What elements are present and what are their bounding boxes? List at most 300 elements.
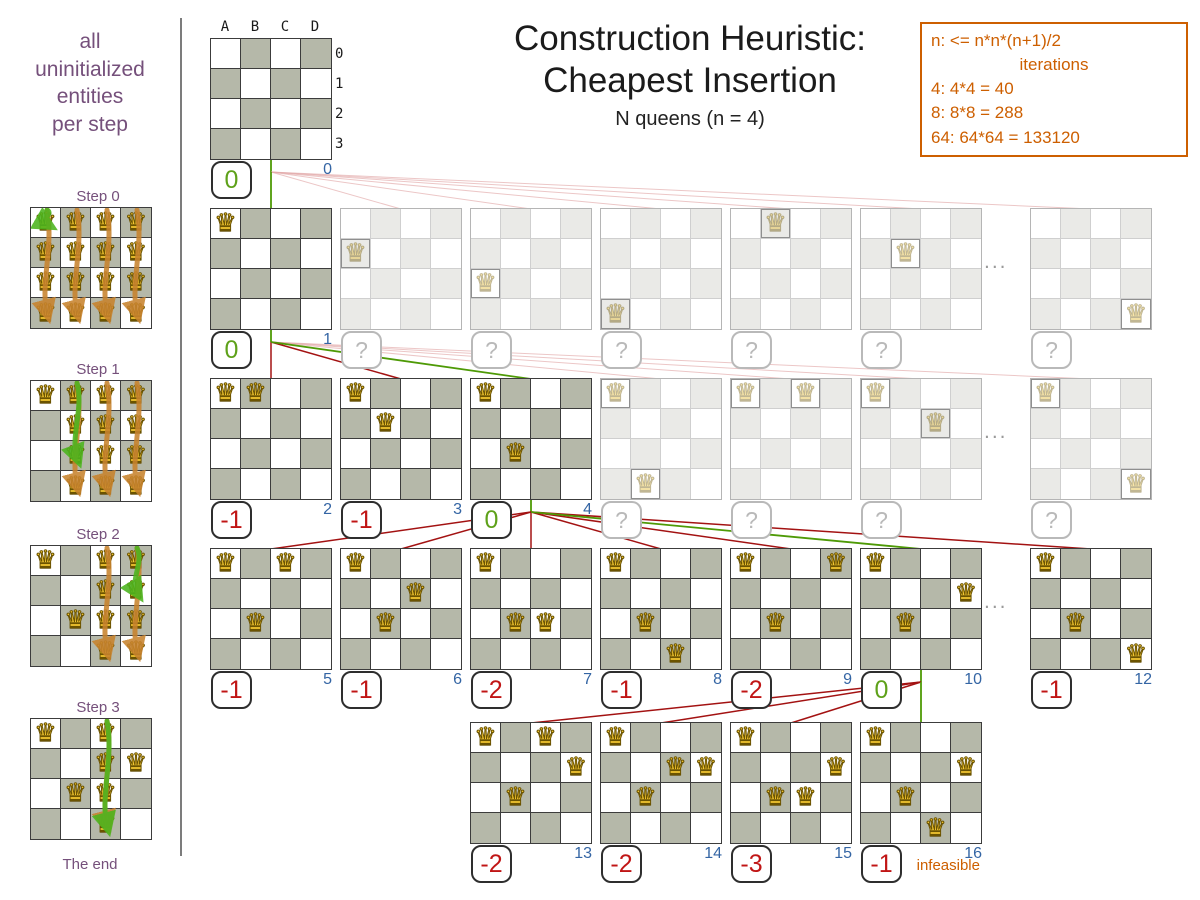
board-cell <box>241 209 271 239</box>
board-cell <box>1031 579 1061 609</box>
board-cell <box>631 409 661 439</box>
board-cell <box>1091 269 1121 299</box>
queen-icon: ♛ <box>94 576 117 604</box>
queen-icon: ♛ <box>34 208 57 236</box>
board-cell <box>501 239 531 269</box>
board-cell <box>271 379 301 409</box>
board-cell <box>631 639 661 669</box>
board-cell <box>531 549 561 579</box>
score-badge-14: -2 <box>601 845 642 883</box>
sidebar-note-line: entities <box>56 85 124 109</box>
queen-icon: ♛ <box>794 379 817 407</box>
board-cell <box>761 753 791 783</box>
board-cell <box>531 579 561 609</box>
board-cell <box>371 269 401 299</box>
board-cell <box>531 723 561 753</box>
board-cell <box>1061 439 1091 469</box>
queen-icon: ♛ <box>94 749 117 777</box>
queen-icon: ♛ <box>504 783 527 811</box>
board-cell <box>1121 439 1151 469</box>
queen-icon: ♛ <box>1034 379 1057 407</box>
board-cell <box>1091 409 1121 439</box>
board-cell <box>691 579 721 609</box>
board-iteration-r1b3 <box>600 208 722 330</box>
queen-icon: ♛ <box>564 753 588 781</box>
queen-icon: ♛ <box>634 469 657 498</box>
score-badge-r1b1: ? <box>341 331 382 369</box>
ellipsis: ... <box>984 420 1008 443</box>
board-cell <box>731 549 761 579</box>
iteration-number: 7 <box>583 671 592 688</box>
board-cell <box>1031 439 1061 469</box>
board-cell <box>731 813 761 843</box>
board-cell <box>601 609 631 639</box>
info-formula: n: <= n*n*(n+1)/2 <box>931 31 1061 50</box>
board-cell <box>501 299 531 329</box>
board-cell <box>1121 379 1151 409</box>
board-cell <box>601 783 631 813</box>
queen-icon: ♛ <box>954 579 978 607</box>
board-cell <box>821 269 851 299</box>
board-cell <box>821 609 851 639</box>
queen-icon: ♛ <box>124 298 148 327</box>
board-cell <box>921 813 951 843</box>
board-cell <box>431 209 461 239</box>
board-cell <box>561 439 591 469</box>
board-cell <box>561 579 591 609</box>
queen-icon: ♛ <box>894 783 917 811</box>
board-cell <box>211 239 241 269</box>
info-n4: 4: 4*4 = 40 <box>931 79 1014 99</box>
iteration-number: 4 <box>583 501 592 518</box>
candidate-move-arrow <box>105 548 109 650</box>
column-label-c: C <box>280 19 290 35</box>
board-cell <box>211 299 241 329</box>
board-cell <box>921 723 951 753</box>
queen-icon: ♛ <box>504 439 527 467</box>
queen-icon: ♛ <box>124 546 148 574</box>
board-cell <box>241 239 271 269</box>
queen-icon: ♛ <box>94 779 117 807</box>
board-cell <box>471 269 501 299</box>
board-cell <box>471 239 501 269</box>
board-cell <box>401 269 431 299</box>
board-cell <box>691 813 721 843</box>
board-cell <box>471 783 501 813</box>
board-cell <box>921 783 951 813</box>
board-cell <box>951 209 981 239</box>
selected-move-arrow <box>105 721 109 825</box>
board-cell <box>271 239 301 269</box>
board-cell <box>211 469 241 499</box>
board-cell <box>501 469 531 499</box>
board-cell <box>691 299 721 329</box>
board-cell <box>531 469 561 499</box>
board-cell <box>471 813 501 843</box>
step-label-0: Step 0 <box>76 188 120 205</box>
queen-icon: ♛ <box>894 239 917 267</box>
board-cell <box>761 379 791 409</box>
board-cell <box>951 269 981 299</box>
board-cell <box>431 579 461 609</box>
board-cell <box>531 299 561 329</box>
score-badge-root: 0 <box>211 161 252 199</box>
board-cell <box>661 469 691 499</box>
board-cell <box>401 639 431 669</box>
board-cell <box>211 39 241 69</box>
board-cell <box>1091 439 1121 469</box>
board-cell <box>371 469 401 499</box>
board-cell <box>271 129 301 159</box>
board-cell <box>501 753 531 783</box>
board-cell <box>531 609 561 639</box>
queen-icon: ♛ <box>94 298 117 327</box>
board-cell <box>561 549 591 579</box>
score-badge-r1b5: ? <box>861 331 902 369</box>
board-cell <box>1031 639 1061 669</box>
board-cell <box>821 409 851 439</box>
board-cell <box>211 439 241 469</box>
board-cell <box>731 239 761 269</box>
row-label-2: 2 <box>335 106 344 122</box>
board-cell <box>891 299 921 329</box>
queen-icon: ♛ <box>734 723 757 751</box>
board-cell <box>821 813 851 843</box>
board-cell <box>341 379 371 409</box>
board-cell <box>341 609 371 639</box>
queen-icon: ♛ <box>94 411 117 439</box>
board-cell <box>791 783 821 813</box>
board-cell <box>241 69 271 99</box>
queen-icon: ♛ <box>124 411 148 439</box>
board-cell <box>401 549 431 579</box>
board-cell <box>691 783 721 813</box>
board-cell <box>1091 299 1121 329</box>
board-cell <box>891 439 921 469</box>
board-cell <box>731 299 761 329</box>
score-badge-r1b2: ? <box>471 331 512 369</box>
score-badge-10: 0 <box>861 671 902 709</box>
board-cell <box>401 579 431 609</box>
board-cell <box>791 469 821 499</box>
board-cell <box>531 409 561 439</box>
score-badge-3: -1 <box>341 501 382 539</box>
board-cell <box>371 579 401 609</box>
board-cell <box>821 639 851 669</box>
board-cell <box>921 409 951 439</box>
board-cell <box>241 379 271 409</box>
board-cell <box>271 409 301 439</box>
board-cell <box>791 379 821 409</box>
board-cell <box>661 579 691 609</box>
board-cell <box>951 409 981 439</box>
board-cell <box>631 813 661 843</box>
board-iteration-r1b5 <box>860 208 982 330</box>
board-cell <box>861 269 891 299</box>
board-cell <box>891 549 921 579</box>
board-cell <box>631 439 661 469</box>
queen-icon: ♛ <box>94 606 117 634</box>
queen-icon: ♛ <box>124 381 148 409</box>
queen-icon: ♛ <box>34 238 57 266</box>
board-cell <box>301 129 331 159</box>
board-cell <box>731 723 761 753</box>
board-cell <box>1031 299 1061 329</box>
board-cell <box>791 299 821 329</box>
board-cell <box>1091 379 1121 409</box>
board-iteration-8 <box>600 548 722 670</box>
board-cell <box>1121 639 1151 669</box>
board-cell <box>601 409 631 439</box>
board-cell <box>691 439 721 469</box>
board-cell <box>471 753 501 783</box>
board-cell <box>821 783 851 813</box>
board-cell <box>241 639 271 669</box>
board-cell <box>691 209 721 239</box>
board-cell <box>691 639 721 669</box>
board-cell <box>601 639 631 669</box>
score-badge-7: -2 <box>471 671 512 709</box>
board-cell <box>501 409 531 439</box>
queen-icon: ♛ <box>34 298 57 327</box>
board-cell <box>471 379 501 409</box>
board-cell <box>561 239 591 269</box>
board-cell <box>1061 379 1091 409</box>
board-cell <box>661 813 691 843</box>
board-cell <box>471 409 501 439</box>
board-cell <box>371 609 401 639</box>
queen-icon: ♛ <box>504 609 527 637</box>
board-cell <box>271 549 301 579</box>
queen-icon: ♛ <box>244 609 267 637</box>
step-arrows <box>31 381 153 503</box>
board-cell <box>471 609 501 639</box>
queen-icon: ♛ <box>94 268 117 296</box>
board-cell <box>241 409 271 439</box>
board-cell <box>691 753 721 783</box>
board-cell <box>761 439 791 469</box>
board-cell <box>731 753 761 783</box>
queen-icon: ♛ <box>94 471 117 500</box>
score-badge-5: -1 <box>211 671 252 709</box>
board-cell <box>301 469 331 499</box>
board-cell <box>561 639 591 669</box>
board-cell <box>791 239 821 269</box>
queen-icon: ♛ <box>344 239 367 267</box>
queen-icon: ♛ <box>124 606 148 634</box>
queen-icon: ♛ <box>34 719 57 747</box>
queen-icon: ♛ <box>214 549 237 577</box>
board-cell <box>211 549 241 579</box>
board-cell <box>661 549 691 579</box>
queen-icon: ♛ <box>34 268 57 296</box>
queen-icon: ♛ <box>94 719 117 747</box>
board-cell <box>371 299 401 329</box>
step-board-0 <box>30 207 152 329</box>
board-cell <box>731 209 761 239</box>
board-cell <box>471 209 501 239</box>
board-cell <box>341 239 371 269</box>
iteration-number: 14 <box>704 845 722 862</box>
board-cell <box>921 579 951 609</box>
iteration-number: 1 <box>323 331 332 348</box>
board-cell <box>271 439 301 469</box>
board-cell <box>401 239 431 269</box>
board-cell <box>821 239 851 269</box>
board-cell <box>1031 209 1061 239</box>
board-cell <box>271 269 301 299</box>
queen-icon: ♛ <box>64 298 87 327</box>
board-cell <box>1121 469 1151 499</box>
board-cell <box>341 299 371 329</box>
board-cell <box>1031 379 1061 409</box>
board-cell <box>401 609 431 639</box>
board-cell <box>471 579 501 609</box>
board-cell <box>531 639 561 669</box>
queen-icon: ♛ <box>604 299 627 328</box>
board-cell <box>341 639 371 669</box>
board-cell <box>211 379 241 409</box>
queen-icon: ♛ <box>64 411 87 439</box>
queen-icon: ♛ <box>214 379 237 407</box>
score-badge-r1b4: ? <box>731 331 772 369</box>
board-cell <box>271 39 301 69</box>
column-label-b: B <box>250 19 260 35</box>
queen-icon: ♛ <box>1064 609 1087 637</box>
board-cell <box>891 269 921 299</box>
board-cell <box>951 753 981 783</box>
board-cell <box>891 753 921 783</box>
iteration-number: 9 <box>843 671 852 688</box>
queen-icon: ♛ <box>64 381 87 409</box>
board-cell <box>1031 269 1061 299</box>
candidate-move-arrow <box>105 383 109 485</box>
board-cell <box>891 239 921 269</box>
board-cell <box>661 753 691 783</box>
board-iteration-1 <box>210 208 332 330</box>
queen-icon: ♛ <box>274 549 297 577</box>
queen-icon: ♛ <box>94 809 117 838</box>
board-cell <box>371 549 401 579</box>
board-cell <box>891 609 921 639</box>
board-cell <box>301 549 331 579</box>
iteration-number: 8 <box>713 671 722 688</box>
board-cell <box>1091 209 1121 239</box>
board-cell <box>531 753 561 783</box>
board-iteration-5 <box>210 548 332 670</box>
board-iteration-r1b2 <box>470 208 592 330</box>
queen-icon: ♛ <box>664 753 687 781</box>
queen-icon: ♛ <box>954 753 978 781</box>
queen-icon: ♛ <box>124 268 148 296</box>
board-cell <box>431 469 461 499</box>
queen-icon: ♛ <box>694 753 718 781</box>
board-cell <box>891 209 921 239</box>
board-cell <box>731 609 761 639</box>
board-cell <box>501 269 531 299</box>
board-cell <box>1031 609 1061 639</box>
board-cell <box>791 209 821 239</box>
board-cell <box>1091 639 1121 669</box>
board-cell <box>891 783 921 813</box>
board-iteration-16 <box>860 722 982 844</box>
queen-icon: ♛ <box>124 441 148 469</box>
row-label-1: 1 <box>335 76 344 92</box>
queen-icon: ♛ <box>474 723 497 751</box>
board-cell <box>761 609 791 639</box>
info-n64: 64: 64*64 = 133120 <box>931 127 1080 147</box>
board-cell <box>951 813 981 843</box>
board-cell <box>1061 639 1091 669</box>
queen-icon: ♛ <box>534 609 557 637</box>
board-cell <box>821 299 851 329</box>
score-badge-r2b3: ? <box>601 501 642 539</box>
board-cell <box>601 269 631 299</box>
board-cell <box>761 723 791 753</box>
board-cell <box>211 99 241 129</box>
queen-icon: ♛ <box>734 379 757 407</box>
board-cell <box>1031 549 1061 579</box>
step-board-3 <box>30 718 152 840</box>
board-cell <box>531 269 561 299</box>
queen-icon: ♛ <box>924 813 947 842</box>
infeasible-label: infeasible <box>916 857 980 874</box>
board-cell <box>731 409 761 439</box>
board-cell <box>861 609 891 639</box>
queen-icon: ♛ <box>664 639 687 668</box>
queen-icon: ♛ <box>474 379 497 407</box>
board-cell <box>731 439 761 469</box>
iteration-number: 3 <box>453 501 462 518</box>
row-label-0: 0 <box>335 46 344 62</box>
board-cell <box>691 549 721 579</box>
candidate-move-arrow <box>75 210 79 312</box>
board-cell <box>601 239 631 269</box>
board-iteration-r2b4 <box>730 378 852 500</box>
board-cell <box>1121 409 1151 439</box>
board-cell <box>861 439 891 469</box>
board-cell <box>861 409 891 439</box>
board-cell <box>271 99 301 129</box>
board-cell <box>791 753 821 783</box>
board-cell <box>601 209 631 239</box>
candidate-move-arrow <box>105 210 109 312</box>
board-cell <box>301 209 331 239</box>
board-cell <box>301 39 331 69</box>
board-cell <box>401 379 431 409</box>
board-cell <box>241 609 271 639</box>
board-cell <box>241 269 271 299</box>
column-label-a: A <box>220 19 230 35</box>
queen-icon: ♛ <box>344 549 367 577</box>
queen-icon: ♛ <box>64 471 87 500</box>
queen-icon: ♛ <box>864 379 887 407</box>
board-cell <box>951 469 981 499</box>
queen-icon: ♛ <box>34 546 57 574</box>
board-cell <box>791 549 821 579</box>
board-cell <box>561 299 591 329</box>
info-n8: 8: 8*8 = 288 <box>931 103 1024 123</box>
board-cell <box>921 379 951 409</box>
board-cell <box>341 209 371 239</box>
board-cell <box>1121 209 1151 239</box>
board-cell <box>1091 579 1121 609</box>
board-cell <box>1121 269 1151 299</box>
board-cell <box>401 409 431 439</box>
ellipsis: ... <box>984 250 1008 273</box>
board-cell <box>821 723 851 753</box>
board-cell <box>531 439 561 469</box>
